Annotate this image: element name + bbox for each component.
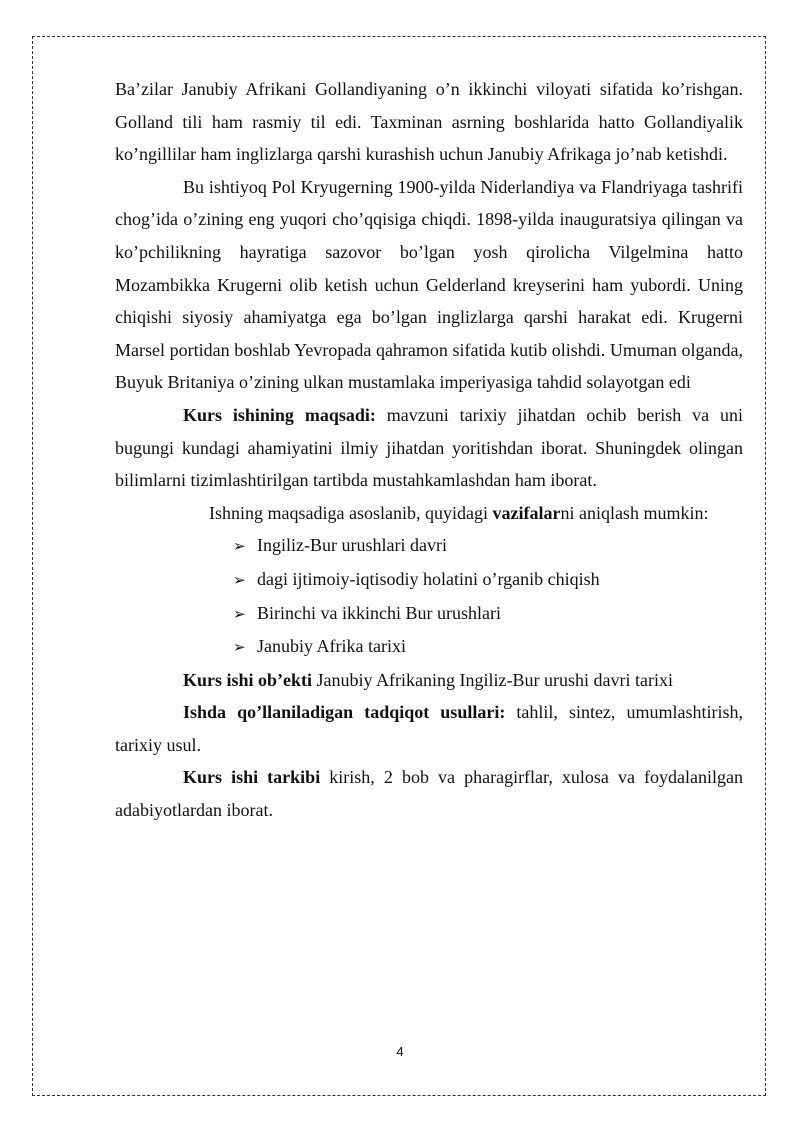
paragraph-methods — [115, 696, 743, 761]
paragraph-dutch-volunteers: Ba’zilar Janubiy Afrikani Gollandiyaning o’n ikkinchi viloyati sifatida ko’rishgan. Golland tili ham rasmiy til edi. Taxminan asrning boshlarida hatto Gollandiyalik ko’ngillilar ham inglizlarga qarshi kurashish uchun Janubiy Afrikaga jo’nab ketishdi. — [115, 79, 743, 165]
paragraph-tasks-intro — [115, 497, 743, 530]
object-heading: Kurs ishi ob’ekti — [183, 669, 313, 690]
list-item-text: Birinchi va ikkinchi Bur urushlari — [257, 602, 501, 623]
paragraph-kruger-visit: Bu ishtiyoq Pol Kryugerning 1900-yilda Niderlandiya va Flandriyaga tashrifi chog’ida o’zining eng yuqori cho’qqisiga chiqdi. 1898-yilda inauguratsiya qilingan va ko’pchilikning hayratiga sazovor bo’lgan yosh qirolicha Vilgelmina hatto Mozambikka Krugerni olib ketish uchun Gelderland kreyserini ham yubordi. Uning chiqishi siyosiy ahamiyatga ega bo’lgan inglizlarga qarshi harakat edi. Krugerni Marsel portidan boshlab Yevropada qahramon sifatida kutib olishdi. Umuman olganda, Buyuk Britaniya o’zining ulkan mustamlaka imperiyasiga tahdid solayotgan edi — [115, 176, 743, 393]
methods-text: tahlil, sintez, umumlashtirish, tarixiy usul. — [115, 702, 743, 755]
paragraph-aim — [115, 399, 743, 497]
tasks-keyword: vazifalar — [492, 502, 561, 523]
methods-heading: Ishda qo’llaniladigan tadqiqot usullari: — [183, 702, 506, 723]
object-text: Janubiy Afrikaning Ingiliz-Bur urushi davri tarixi — [312, 669, 673, 690]
page-number: 4 — [396, 1044, 404, 1059]
structure-text: kirish, 2 bob va pharagirflar, xulosa va foydalanilgan adabiyotlardan iborat. — [115, 767, 744, 821]
list-item — [233, 597, 743, 631]
list-item-text: Ingiliz-Bur urushlari davri — [257, 535, 447, 556]
arrow-bullet-icon: ➢ — [233, 537, 246, 556]
tasks-intro-text: Ishning maqsadiga asoslanib, quyidagi — [209, 502, 493, 523]
list-item-text: dagi ijtimoiy-iqtisodiy holatini o’rganib chiqish — [257, 568, 600, 589]
list-item-text: Janubiy Afrika tarixi — [257, 636, 406, 657]
list-item — [233, 630, 743, 664]
task-list — [115, 529, 743, 663]
aim-text: mavzuni tarixiy jihatdan ochib berish va uni bugungi kundagi ahamiyatini ilmiy jihatdan yoritishdan iborat. Shuningdek olingan bilimlarni tizimlashtirilgan tartibda mustahkamlashdan ham iborat. — [115, 404, 743, 491]
aim-heading: Kurs ishining maqsadi: — [183, 404, 376, 425]
paragraph-structure — [115, 761, 743, 826]
arrow-bullet-icon: ➢ — [233, 604, 246, 623]
paragraph-object — [115, 664, 743, 697]
arrow-bullet-icon: ➢ — [233, 570, 246, 589]
structure-heading: Kurs ishi tarkibi — [183, 767, 321, 788]
arrow-bullet-icon: ➢ — [233, 638, 246, 657]
list-item — [233, 563, 743, 597]
document-body — [115, 73, 743, 827]
tasks-intro-suffix: ni aniqlash mumkin: — [560, 502, 709, 523]
list-item — [233, 529, 743, 563]
